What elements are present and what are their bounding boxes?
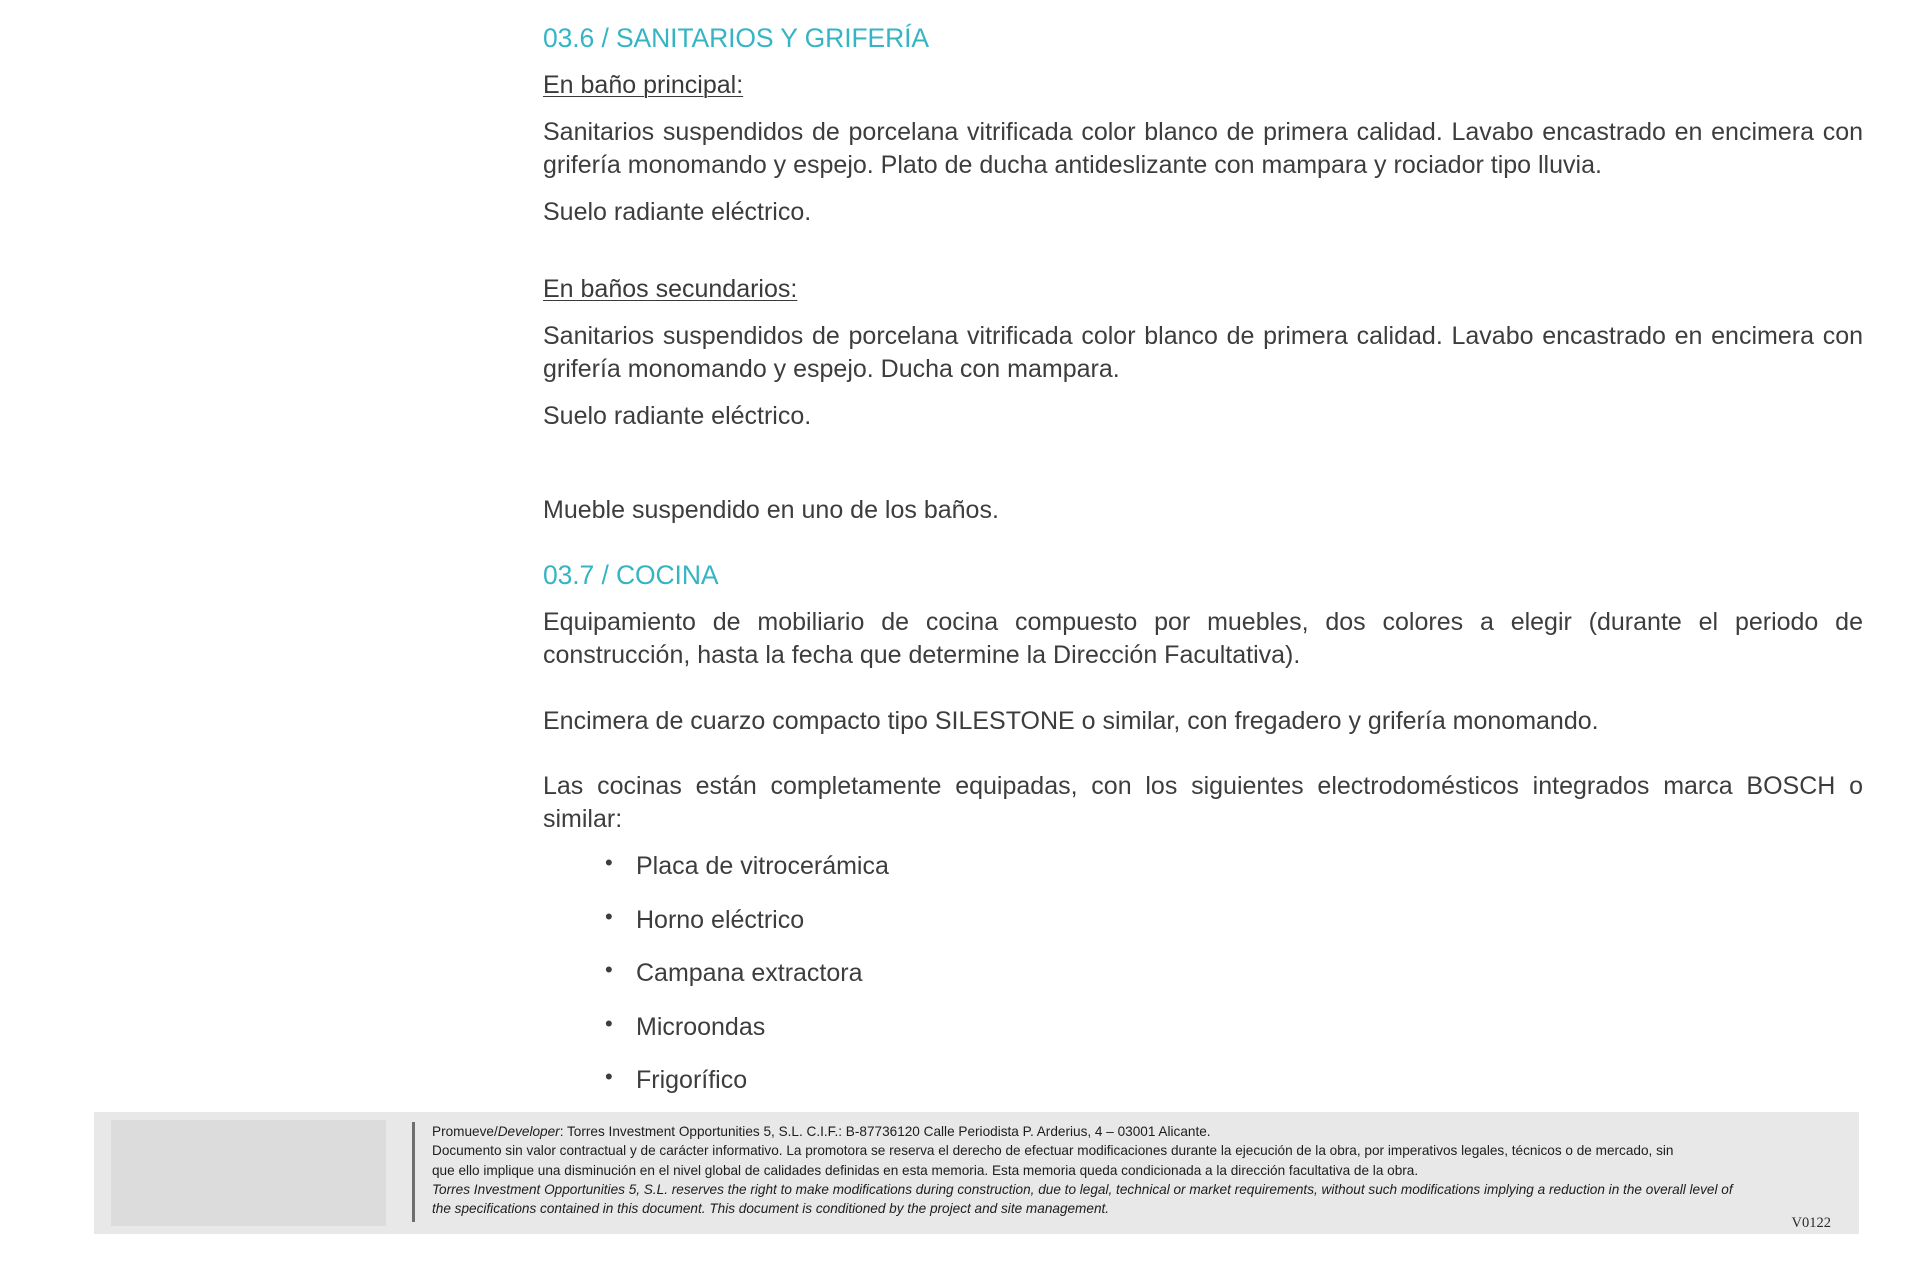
appliances-list xyxy=(543,850,1863,1097)
list-item-label: Campana extractora xyxy=(636,959,863,988)
paragraph-banos-secundarios-descripcion: Sanitarios suspendidos de porcelana vitrificada color blanco de primera calidad. Lavabo encastrado en encimera con grifería monomando y espejo. Ducha con mampara. xyxy=(543,321,1863,384)
spacer-before-banos-secundarios xyxy=(543,243,1863,273)
spacer-before-mueble-note xyxy=(543,448,1863,494)
subheading-banos-secundarios xyxy=(543,273,1863,306)
paragraph-cocina-mobiliario: Equipamiento de mobiliario de cocina compuesto por muebles, dos colores a elegir (durante el periodo de construcción, hasta la fecha que determine la Dirección Facultativa). xyxy=(543,608,1863,670)
list-item-label: Placa de vitrocerámica xyxy=(636,852,889,881)
paragraph-banos-secundarios-suelo: Suelo radiante eléctrico. xyxy=(543,402,812,431)
bullet-glyph-icon: • xyxy=(605,903,613,929)
document-content xyxy=(543,22,1863,1118)
paragraph-bano-principal-descripcion: Sanitarios suspendidos de porcelana vitrificada color blanco de primera calidad. Lavabo encastrado en encimera con grifería monomando y espejo. Plato de ducha antideslizante con mampara y rociador tipo lluvia. xyxy=(543,117,1863,179)
spacer-before-electrodomesticos xyxy=(543,752,1863,770)
list-item-label: Frigorífico xyxy=(636,1066,748,1095)
document-version-label: V0122 xyxy=(1791,1215,1831,1231)
list-item-label: Microondas xyxy=(636,1012,766,1041)
bullet-glyph-icon: • xyxy=(605,957,613,983)
paragraph-cocina-encimera: Encimera de cuarzo compacto tipo SILESTONE o similar, con fregadero y grifería monomando. xyxy=(543,706,1599,735)
footer-developer-prefix: Promueve/ xyxy=(432,1124,498,1139)
subheading-banos-secundarios-text: En baños secundarios: xyxy=(543,275,798,304)
footer-developer-value: : Torres Investment Opportunities 5, S.L. C.I.F.: B-87736120 Calle Periodista P. Arderius, 4 – 03001 Alicante. xyxy=(559,1124,1211,1139)
bullet-glyph-icon: • xyxy=(605,1064,613,1090)
list-item xyxy=(605,1064,1863,1097)
footer-legal-text xyxy=(415,1112,1859,1234)
footer-developer-line xyxy=(432,1122,1831,1141)
list-item xyxy=(605,1011,1863,1044)
footer-disclaimer-es-line-2: que ello implique una disminución en el nivel global de calidades definidas en esta memoria. Esta memoria queda condicionada a la dirección facultativa de la obra. xyxy=(432,1162,1419,1178)
subheading-bano-principal-text: En baño principal: xyxy=(543,71,744,100)
footer-disclaimer-en-line-2: the specifications contained in this document. This document is conditioned by the project and site management. xyxy=(432,1201,1110,1217)
spacer-before-cocina-heading xyxy=(543,541,1863,559)
bullet-glyph-icon: • xyxy=(605,1010,613,1036)
footer-disclaimer-en-line-1: Torres Investment Opportunities 5, S.L. reserves the right to make modifications during construction, due to legal, technical or market requirements, without such modifications implying a reduction in the overall level of xyxy=(432,1181,1733,1197)
list-item xyxy=(605,904,1863,937)
footer-developer-label: Developer xyxy=(497,1124,560,1139)
paragraph-mueble-suspendido: Mueble suspendido en uno de los baños. xyxy=(543,495,999,524)
list-item xyxy=(605,957,1863,990)
list-item-label: Horno eléctrico xyxy=(636,905,805,934)
footer-disclaimer-es-line-1: Documento sin valor contractual y de carácter informativo. La promotora se reserva el derecho de efectuar modificaciones durante la ejecución de la obra, por imperativos legales, técnicos o de mercado, sin xyxy=(432,1143,1674,1159)
bullet-glyph-icon: • xyxy=(605,850,613,876)
spacer-before-encimera xyxy=(543,687,1863,705)
list-item xyxy=(605,850,1863,883)
section-heading-sanitarios: 03.6 / SANITARIOS Y GRIFERÍA xyxy=(543,23,929,53)
section-heading-cocina: 03.7 / COCINA xyxy=(543,559,719,590)
page-footer xyxy=(94,1112,1859,1234)
paragraph-bano-principal-suelo: Suelo radiante eléctrico. xyxy=(543,198,812,227)
paragraph-cocina-electrodomesticos: Las cocinas están completamente equipadas, con los siguientes electrodomésticos integrados marca BOSCH o similar: xyxy=(543,771,1863,833)
subheading-bano-principal xyxy=(543,69,1863,102)
footer-logo-placeholder xyxy=(111,1120,386,1226)
